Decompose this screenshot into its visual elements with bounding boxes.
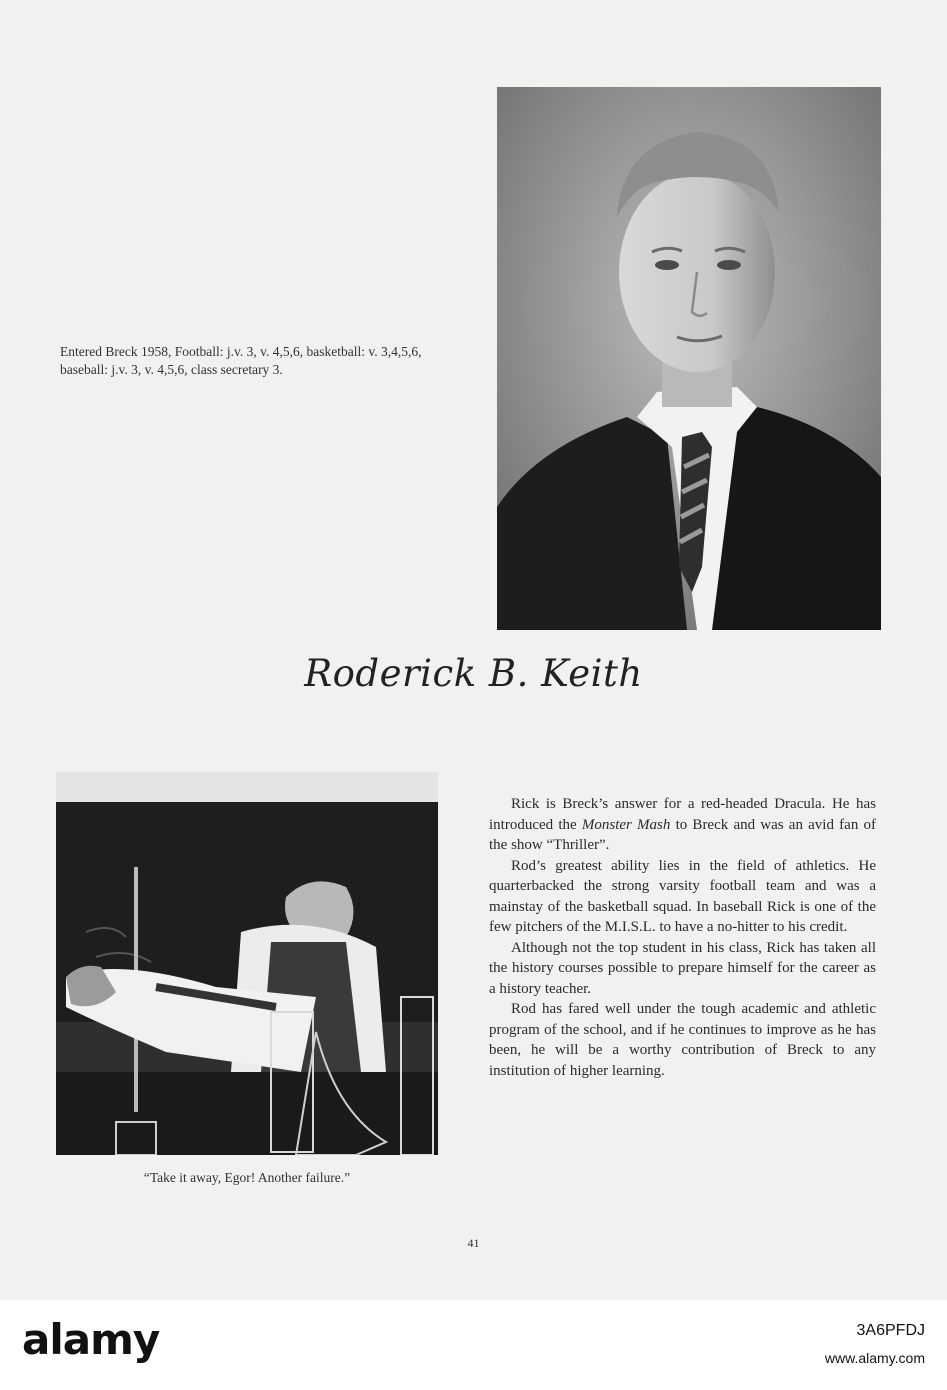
image-id: 3A6PFDJ xyxy=(856,1322,925,1339)
photo-caption: “Take it away, Egor! Another failure.” xyxy=(143,1170,351,1185)
watermark-footer xyxy=(0,1300,947,1390)
bio-p1-italic: Monster Mash xyxy=(581,816,671,833)
bio-paragraph-4: Rod has fared well under the tough academic and athletic program of the school, and if he continues to improve as he has been, he will be a worthy contribution of Breck to any institution of higher learning. xyxy=(489,1001,876,1079)
bio-p1-after: to Breck and was an avid fan of the show “Thriller”. xyxy=(489,816,877,853)
brand-logo: alamy xyxy=(22,1315,160,1364)
bio-text xyxy=(489,794,876,1081)
bio-p1-before: Rick is Breck’s answer for a red-headed Dracula. He has introduced the xyxy=(489,796,876,833)
bio-paragraph-2: Rod’s greatest ability lies in the field of athletics. He quarterbacked the strong varsity football team and was a mainstay of the basketball squad. In baseball Rick is one of the few pitchers of the M.I.S.L. to have a no-hitter to his credit. xyxy=(489,857,876,935)
page-number: 41 xyxy=(467,1236,480,1250)
portrait-photo xyxy=(497,87,881,630)
student-name: Roderick B. Keith xyxy=(304,652,643,695)
lab-photo xyxy=(56,772,438,1155)
bio-paragraph-3: Although not the top student in his class, Rick has taken all the history courses possible to prepare himself for the career as a history teacher. xyxy=(489,939,876,997)
bio-paragraph-1 xyxy=(489,794,876,856)
site-url: www.alamy.com xyxy=(824,1350,925,1366)
activities-text: Entered Breck 1958, Football: j.v. 3, v. 4,5,6, basketball: v. 3,4,5,6, baseball: j.v. 3, v. 4,5,6, class secretary 3. xyxy=(60,344,422,377)
